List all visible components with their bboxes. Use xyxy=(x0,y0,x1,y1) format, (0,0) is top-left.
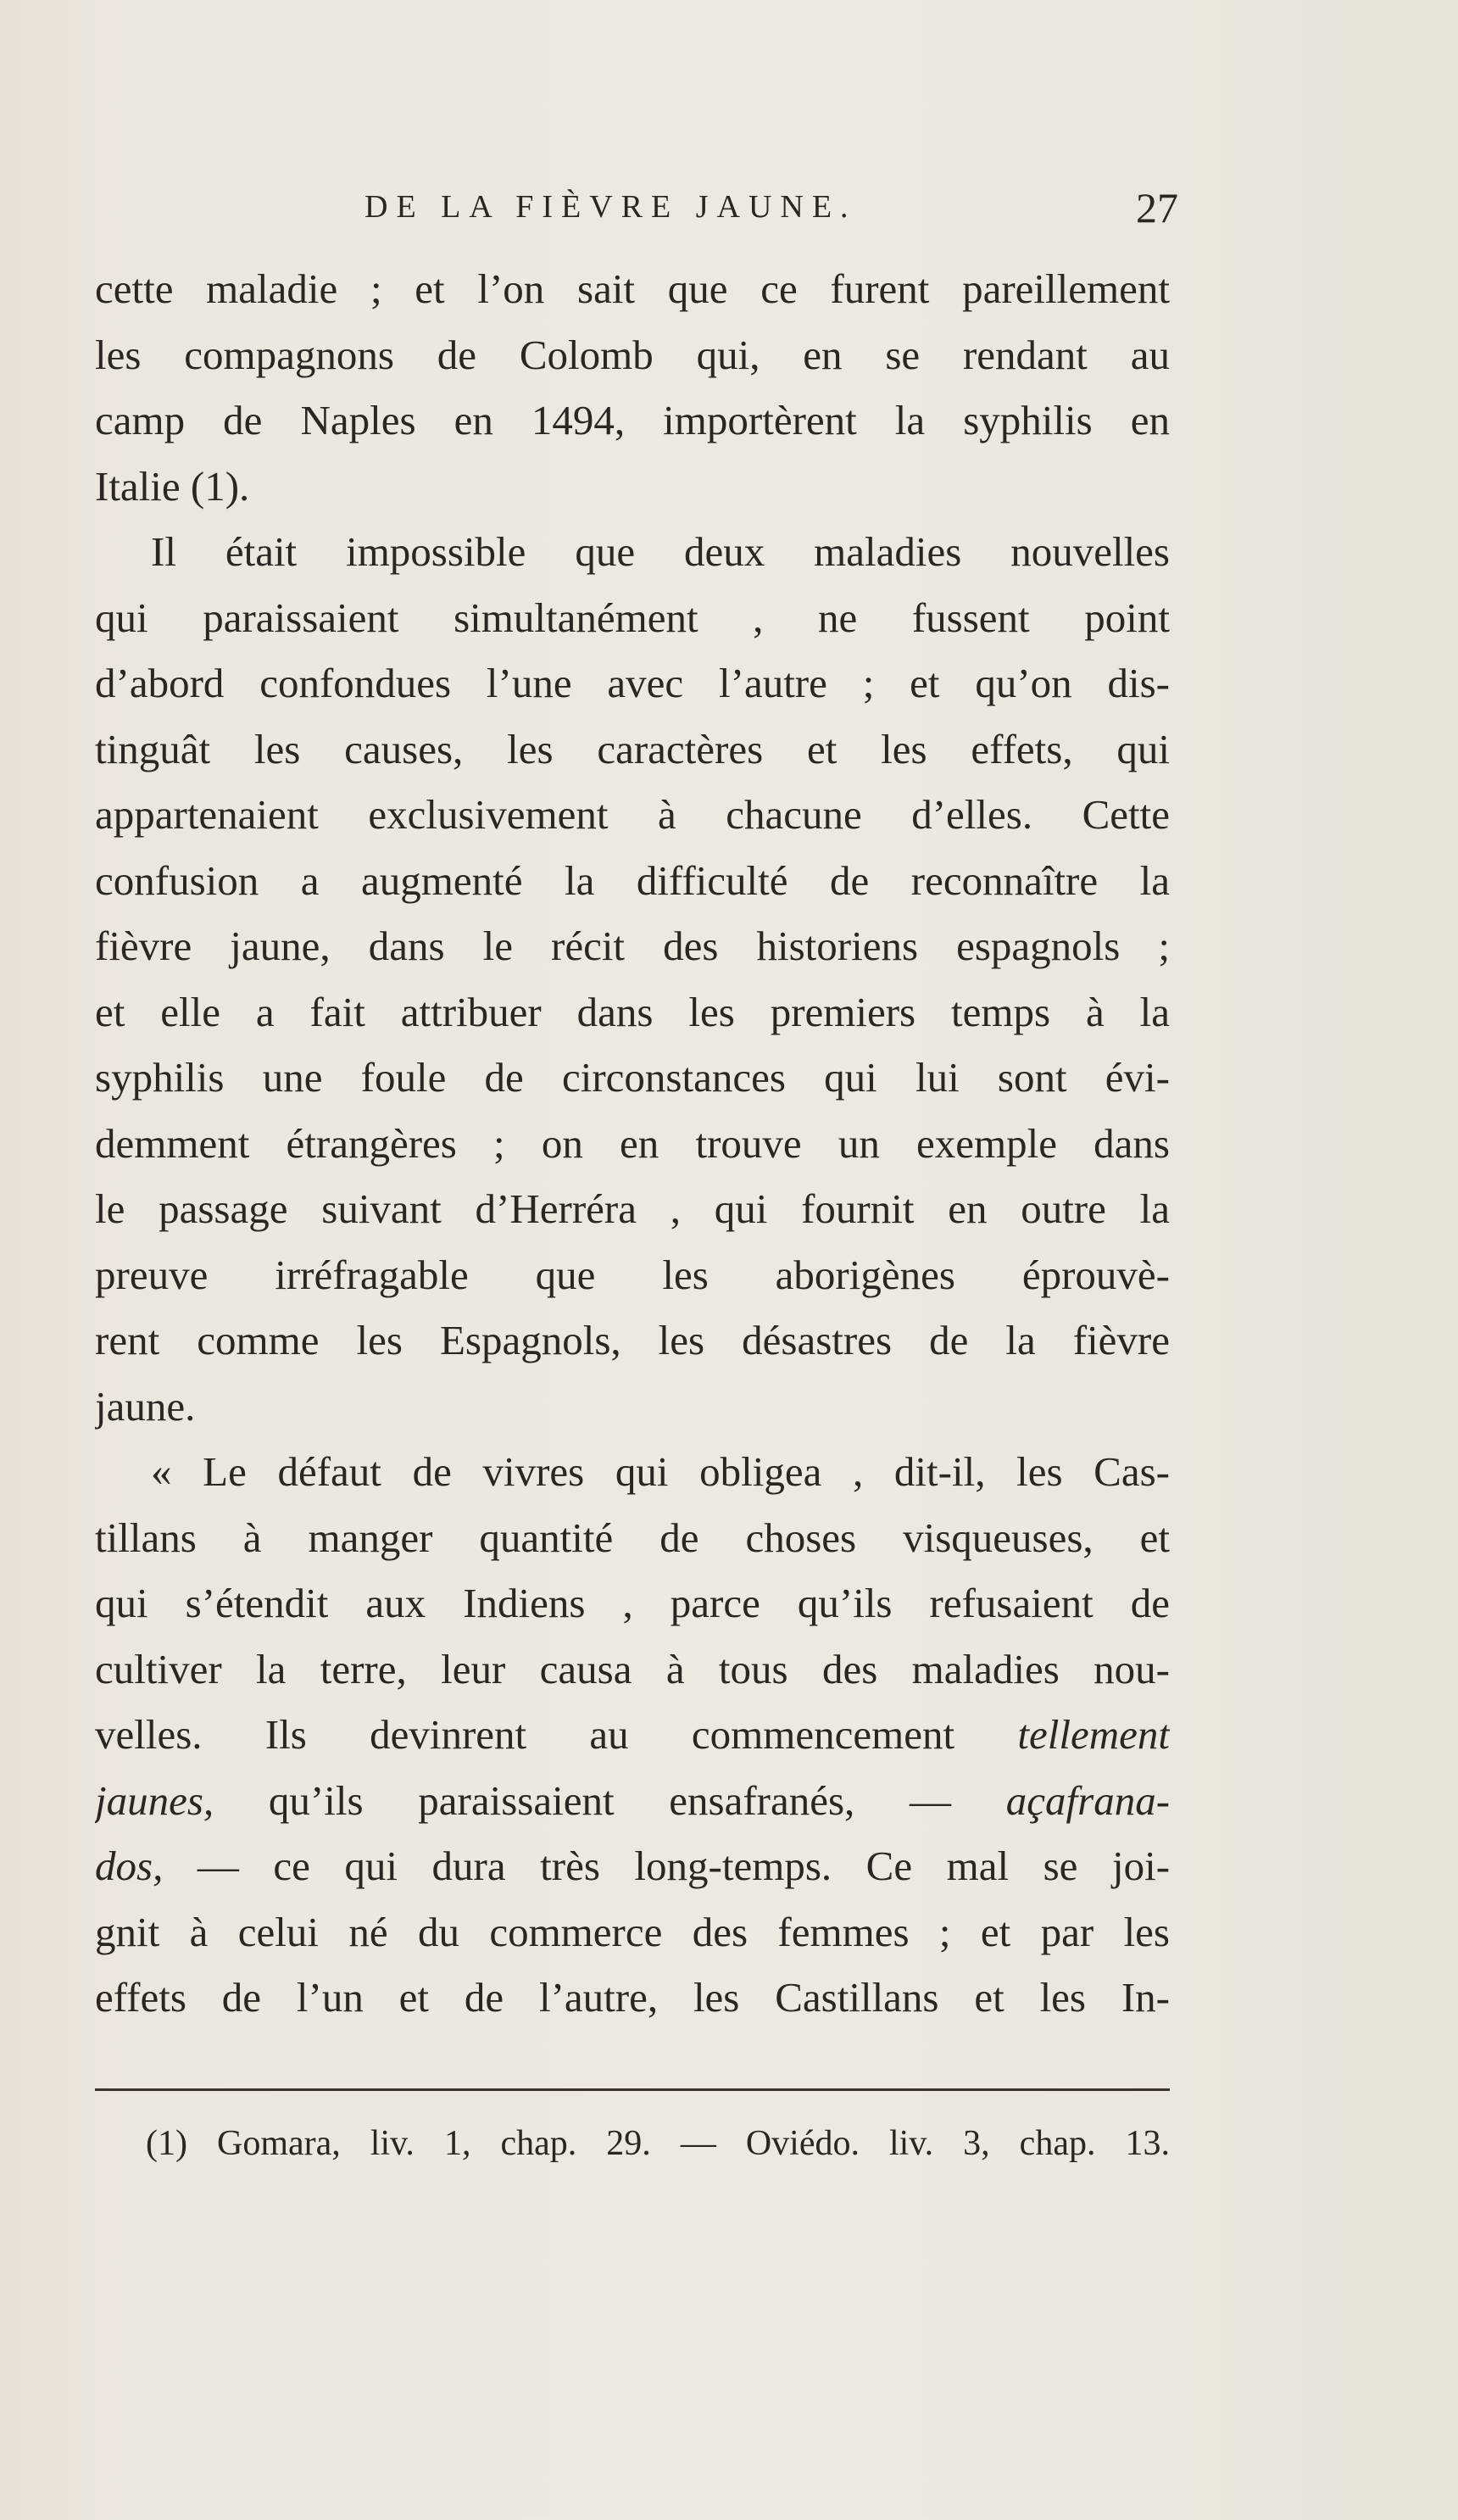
text-line: d’abord confondues l’une avec l’autre ; et qu’on dis- xyxy=(95,660,1170,706)
text-line xyxy=(95,1833,1170,1899)
footnote-rule xyxy=(95,2088,1170,2091)
text-line: appartenaient exclusivement à chacune d’elles. Cette xyxy=(95,791,1170,838)
text-line: cette maladie ; et l’on sait que ce furent pareillement xyxy=(95,265,1170,312)
text-span: velles. Ils devinrent au commencement xyxy=(95,1711,955,1758)
text-line: Il était impossible que deux maladies nouvelles xyxy=(151,528,1170,575)
text-line xyxy=(95,1768,1170,1834)
text-span: qu’ils paraissaient ensafranés, — xyxy=(268,1776,952,1824)
text-line xyxy=(95,1702,1170,1768)
italic-text: dos, xyxy=(95,1843,164,1889)
text-line: Italie (1). xyxy=(95,462,250,510)
italic-text: jaunes, xyxy=(95,1776,214,1824)
text-line: effets de l’un et de l’autre, les Castillans et les In- xyxy=(95,1974,1170,2021)
text-line: tillans à manger quantité de choses visqueuses, et xyxy=(95,1514,1170,1561)
text-line: gnit à celui né du commerce des femmes ; et par les xyxy=(95,1908,1170,1955)
text-line: « Le défaut de vivres qui obligea , dit-il, les Cas- xyxy=(151,1448,1170,1495)
text-line: syphilis une foule de circonstances qui lui sont évi- xyxy=(95,1054,1170,1101)
text-line: qui paraissaient simultanément , ne fussent point xyxy=(95,594,1170,641)
text-line: preuve irréfragable que les aborigènes éprouvè- xyxy=(95,1251,1170,1298)
text-line: camp de Naples en 1494, importèrent la syphilis en xyxy=(95,397,1170,443)
text-line: et elle a fait attribuer dans les premiers temps à la xyxy=(95,988,1170,1035)
text-span: — ce qui dura très long-temps. Ce mal se joi- xyxy=(197,1843,1170,1889)
footnote: (1) Gomara, liv. 1, chap. 29. — Oviédo. liv. 3, chap. 13. xyxy=(146,2124,1170,2163)
text-line: le passage suivant d’Herréra , qui fournit en outre la xyxy=(95,1185,1170,1232)
italic-text: tellement xyxy=(1017,1711,1170,1758)
text-line: demment étrangères ; on en trouve un exemple dans xyxy=(95,1119,1170,1167)
text-line: tinguât les causes, les caractères et les effets, qui xyxy=(95,725,1170,772)
text-line: confusion a augmenté la difficulté de reconnaître la xyxy=(95,856,1170,904)
text-line: jaune. xyxy=(95,1382,196,1430)
text-line: fièvre jaune, dans le récit des historiens espagnols ; xyxy=(95,923,1170,969)
text-line: rent comme les Espagnols, les désastres de la fièvre xyxy=(95,1317,1170,1363)
running-head: DE LA FIÈVRE JAUNE. xyxy=(364,189,857,225)
page-header xyxy=(364,184,1178,239)
text-line: cultiver la terre, leur causa à tous des maladies nou- xyxy=(95,1645,1170,1692)
page-number: 27 xyxy=(1136,184,1178,231)
text-line: les compagnons de Colomb qui, en se rendant au xyxy=(95,331,1170,378)
body-text xyxy=(95,256,1170,2031)
italic-text: açafrana- xyxy=(1005,1776,1170,1824)
text-line: qui s’étendit aux Indiens , parce qu’ils refusaient de xyxy=(95,1580,1170,1626)
